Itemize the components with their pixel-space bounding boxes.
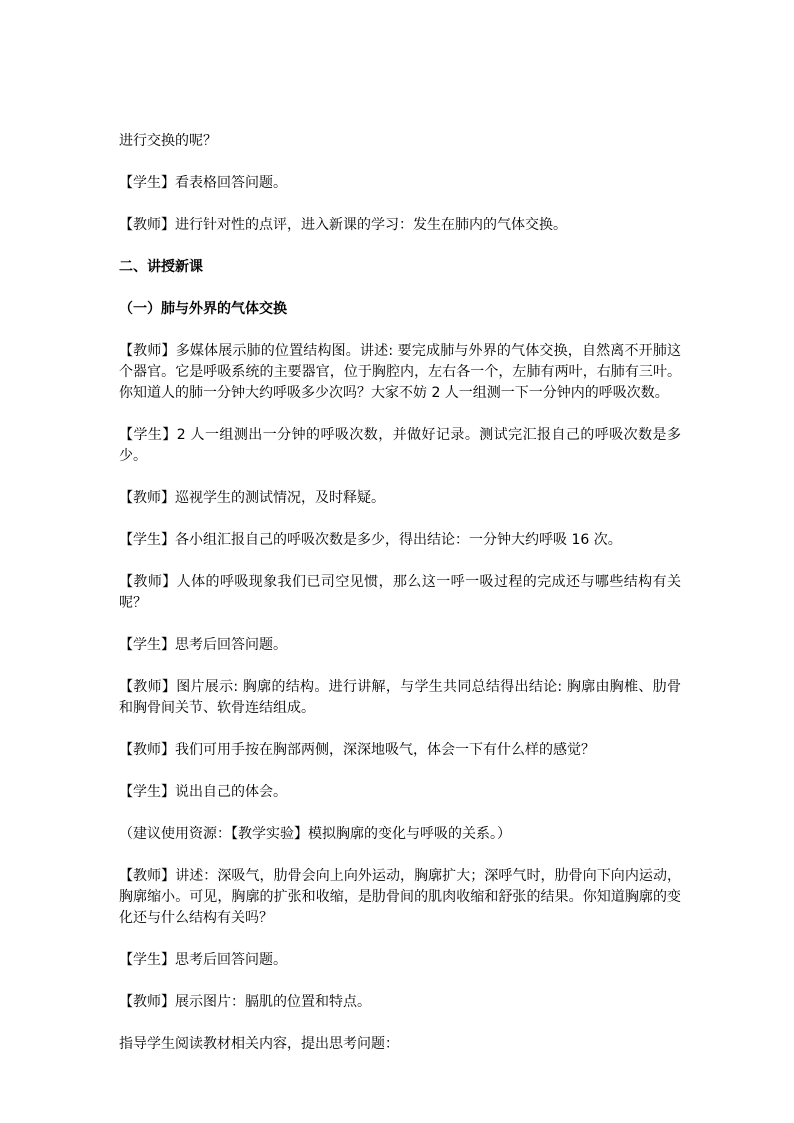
paragraph-student-1: 【学生】看表格回答问题。: [119, 175, 287, 191]
paragraph-teacher-7: 【教师】讲述：深吸气，肋骨会向上向外运动，胸廓扩大；深呼气时，肋骨向下向内运动，胸廓缩小。可见，胸廓的扩张和收缩，是肋骨间的肌肉收缩和舒张的结果。你知道胸廓的变化还与什么结构有关吗？: [119, 868, 681, 926]
paragraph-teacher-1: 【教师】进行针对性的点评，进入新课的学习：发生在肺内的气体交换。: [119, 217, 567, 233]
paragraph-student-5: 【学生】说出自己的体会。: [119, 784, 287, 800]
document-body: [119, 131, 681, 1076]
subsection-heading: （一）肺与外界的气体交换: [119, 301, 287, 317]
paragraph-teacher-8: 【教师】展示图片：膈肌的位置和特点。: [119, 994, 371, 1010]
paragraph-teacher-3: 【教师】巡视学生的测试情况，及时释疑。: [119, 490, 385, 506]
paragraph-student-2: 【学生】2 人一组测出一分钟的呼吸次数，并做好记录。测试完汇报自己的呼吸次数是多少。: [119, 427, 681, 464]
paragraph-teacher-6: 【教师】我们可用手按在胸部两侧，深深地吸气，体会一下有什么样的感觉？: [119, 742, 595, 758]
paragraph-student-4: 【学生】思考后回答问题。: [119, 637, 287, 653]
paragraph-student-6: 【学生】思考后回答问题。: [119, 952, 287, 968]
paragraph-guidance: 指导学生阅读教材相关内容，提出思考问题：: [119, 1036, 399, 1052]
paragraph-teacher-5: 【教师】图片展示: 胸廓的结构。进行讲解，与学生共同总结得出结论: 胸廓由胸椎、肋骨和胸骨间关节、软骨连结组成。: [119, 679, 681, 716]
paragraph-teacher-2: 【教师】多媒体展示肺的位置结构图。讲述: 要完成肺与外界的气体交换，自然离不开肺这个器官。它是呼吸系统的主要器官，位于胸腔内，左右各一个，左肺有两叶，右肺有三叶。你知道人的肺一分钟大约呼吸多少次吗？大家不妨 2 人一组测一下一分钟内的呼吸次数。: [119, 343, 681, 401]
paragraph-continuation: 进行交换的呢？: [119, 133, 217, 149]
paragraph-teacher-4: 【教师】人体的呼吸现象我们已司空见惯，那么这一呼一吸过程的完成还与哪些结构有关呢？: [119, 574, 681, 611]
section-heading: 二、讲授新课: [119, 259, 203, 275]
paragraph-student-3: 【学生】各小组汇报自己的呼吸次数是多少，得出结论：一分钟大约呼吸 16 次。: [119, 532, 622, 548]
paragraph-resource-note: （建议使用资源：【教学实验】模拟胸廓的变化与呼吸的关系。）: [119, 826, 511, 842]
